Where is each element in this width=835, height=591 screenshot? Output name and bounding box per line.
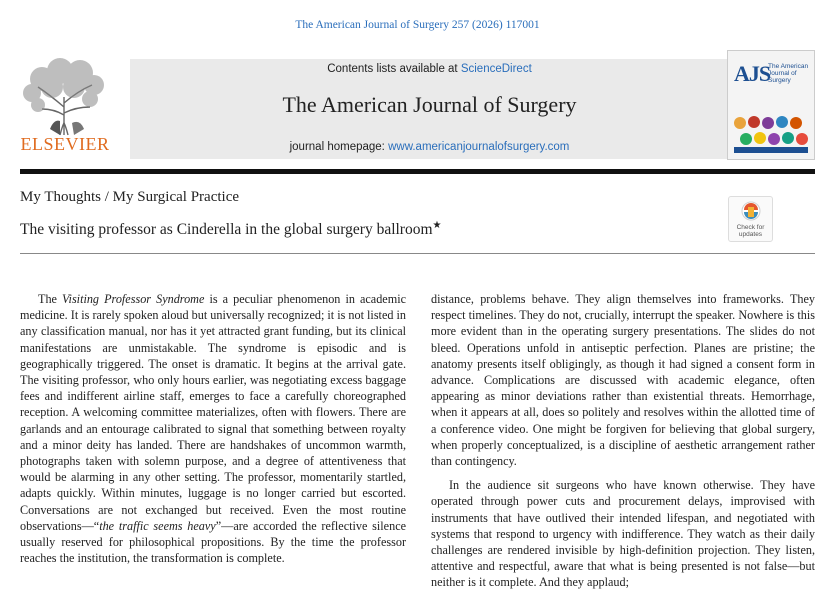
paragraph: distance, problems behave. They align themselves into frameworks. They respect timelines. They do not, crucially, interrupt the speaker. Nowhere is this more evident than in the operating surgery presentations. The slides do not bleed. Operations unfold in antiseptic perfection. Planes are pristine; the anatomy presents itself obligingly, as though it had signed a consent form in advance. Complications are discussed with academic elegance, often appearing as minor deviations rather than existential threats. Hemorrhage, when it appears at all, does so politely and resolves within the allotted time of a conference video. One might be forgiven for believing that global surgery, when properly conceptualized, is a discipline of aesthetic arrangement rather than contingency. xyxy=(431,292,815,469)
title-footnote-mark[interactable]: ★ xyxy=(432,220,442,231)
article-title-text: The visiting professor as Cinderella in the global surgery ballroom xyxy=(20,221,433,239)
title-rule xyxy=(20,253,815,254)
body-column-left xyxy=(20,291,406,566)
cover-artwork xyxy=(732,113,810,155)
paragraph: In the audience sit surgeons who have known otherwise. They have operated through power cuts and procurement delays, improvised with instruments that have outlived their intended lifespan, and negotiated with systems that respond to urgency with indifference. They watch as their daily challenges are rendered invisible by high-definition projection. They listen, attentive and respectful, aware that what is being presented is not false—but neither is it complete. And they applaud; xyxy=(431,478,815,590)
emphasis: Visiting Professor Syndrome xyxy=(62,292,205,306)
journal-title: The American Journal of Surgery xyxy=(282,92,577,117)
header-rule xyxy=(20,169,815,174)
homepage-prefix: journal homepage: xyxy=(289,141,385,153)
masthead xyxy=(20,50,815,160)
paragraph xyxy=(20,291,406,566)
crossmark-label: Check for updates xyxy=(736,224,765,238)
contents-line xyxy=(130,63,729,75)
text-run: is a peculiar phenomenon in academic medicine. It is rarely spoken aloud but universally recognized; it is not listed in any classification manual, nor has it yet attracted grant funding, but its clinical manifestations are unmistakable. The syndrome is episodic and is geographically triggered. The onset is dramatic. It begins at the arrival gate. The visiting professor, who only hours earlier, was negotiating excess baggage fees and indifferent airline staff, emerges to face a carefully choreographed reception. A welcoming committee materializes, often with flowers. There are garlands and an entourage calibrated to signal that something between royalty and a minor deity has landed. There are handshakes of uncommon warmth, photographs taken with solemn purpose, and a degree of attentiveness that would be alarming in any other setting. The professor, momentarily startled, adapts quickly. Within minutes, luggage is no longer carried but escorted. Conversations are not exchanged but received. Even the most routine observations—“ xyxy=(20,292,406,533)
sciencedirect-link[interactable]: ScienceDirect xyxy=(460,63,532,75)
article-section: My Thoughts / My Surgical Practice xyxy=(20,189,240,205)
journal-cover-icon[interactable] xyxy=(727,50,815,160)
contents-prefix: Contents lists available at xyxy=(327,63,458,75)
homepage-line xyxy=(130,141,729,153)
check-for-updates-button[interactable] xyxy=(728,196,773,242)
publisher-wordmark: ELSEVIER xyxy=(20,134,110,154)
crossmark-icon xyxy=(741,201,761,223)
text-run: ”—are accorded the reflective silence usually reserved for philosophical propositions. By the time the professor reaches the institution, the transformation is complete. xyxy=(20,518,407,566)
emphasis: the traffic seems heavy xyxy=(99,518,216,533)
journal-homepage-link[interactable]: www.americanjournalofsurgery.com xyxy=(388,141,570,153)
body-column-right xyxy=(431,291,815,591)
journal-header-band xyxy=(130,59,729,159)
text-run: The xyxy=(38,292,63,306)
article-title xyxy=(20,220,442,239)
cover-logo: AJS xyxy=(734,61,771,86)
cover-subtitle: The American Journal of Surgery xyxy=(768,63,809,84)
journal-citation[interactable]: The American Journal of Surgery 257 (2026) 117001 xyxy=(295,19,540,31)
